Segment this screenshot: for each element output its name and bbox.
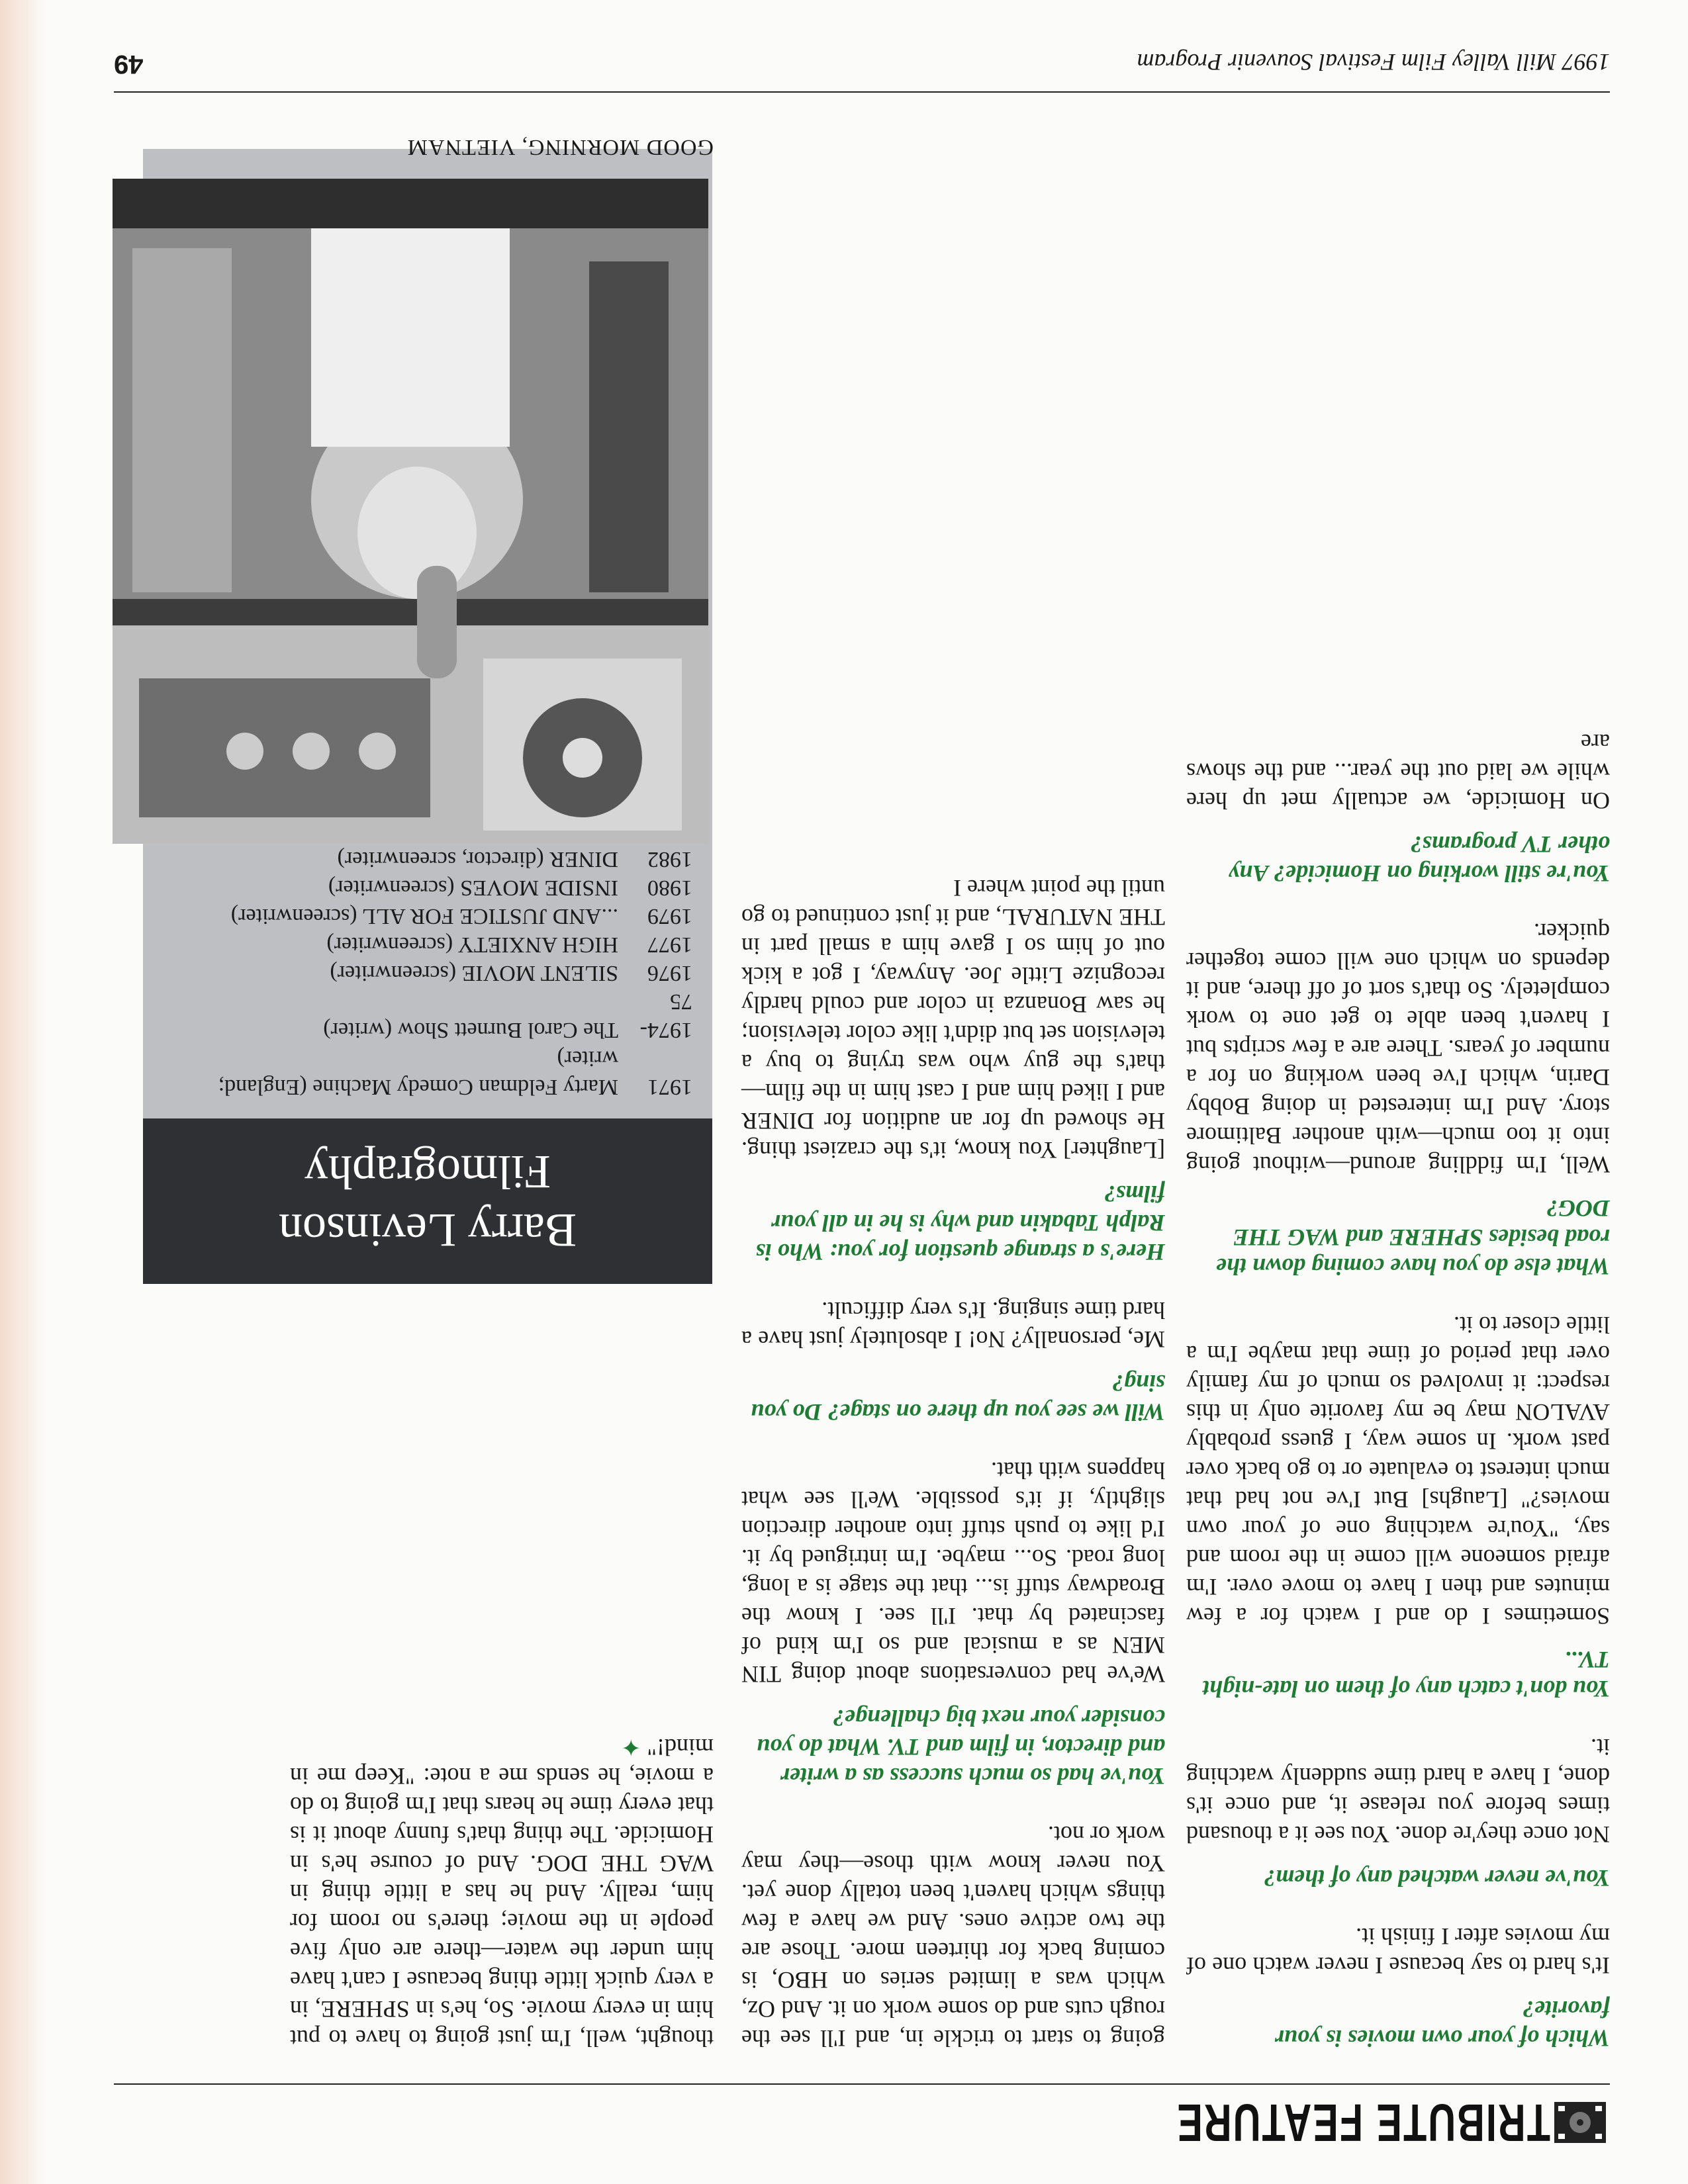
question: You're still working on Homicide? Any other TV programs? (1229, 831, 1610, 887)
filmography-entry (163, 1044, 692, 1101)
answer: going to start to trickle in, and I'll see the rough cuts and do some work on it. And Oz, which was a limited series on HBO, is coming back for thirteen more. Those are the two active ones. And we have a few things which haven't been totally done yet. You never know with those—they may work or not. (741, 1821, 1165, 2052)
answer: [Laughter] You know, it's the craziest thing. He showed up for an audition for DINER and I liked him and I cast him in the film—that's the guy who was trying to buy a television set but didn't like color television; he saw Bonanza in color and could hardly recognize Little Joe. Anyway, I got a kick out of him so I gave him a small part in THE NATURAL, and it just continued to go until the point where I (741, 875, 1165, 1163)
header-rule (114, 2083, 1610, 2085)
footer-rule (114, 91, 1610, 93)
filmography-name: Barry Levinson (279, 1204, 577, 1257)
filmography-title-text: SILENT MOVIE (screenwriter) (330, 961, 618, 985)
filmography-title-text: INSIDE MOVES (screenwriter) (328, 876, 618, 900)
answer: thought, well, I'm just going to have to put him in every movie. So, he's in SPHERE, in a very quick little thing because I can't have him under the water—there are only five people in the movie; there's no room for him, really. And he has a little thing in WAG THE DOG. And of course he's in Homicide. The thing that's funny about it is that every time he hears that I'm going to do a movie, he sends me a note: "Keep me in mind!" (290, 1734, 714, 2052)
answer: Me, personally? No! I absolutely just have a hard time singing. It's very difficult. (741, 1297, 1165, 1353)
section-header (902, 2086, 1610, 2159)
interview-column-3 (290, 1733, 714, 2053)
interview-column-1 (1186, 699, 1610, 2053)
filmography-year: 1982 (647, 847, 692, 872)
filmography-title-text: Marty Feldman Comedy Machine (England; writer) (218, 1046, 618, 1099)
page-number: 49 (114, 50, 144, 79)
filmography-year: 1979 (647, 904, 692, 929)
question: Here's a strange question for you: Who is Ralph Tabakin and why is he in all your films? (755, 1181, 1165, 1265)
question: You've never watched any of them? (1264, 1865, 1610, 1891)
filmography-entry (163, 845, 692, 874)
radio-studio-illustration (113, 179, 708, 844)
end-mark-icon: ✦ (621, 1734, 641, 1760)
section-title: TRIBUTE FEATURE (1176, 2093, 1550, 2152)
answer: It's hard to say because I never watch one of my movies after I finish it. (1186, 1923, 1610, 1979)
photo-caption: GOOD MORNING, VIETNAM (406, 135, 714, 159)
interview-column-2 (741, 844, 1165, 2053)
filmography-title: Filmography (305, 1146, 551, 1199)
question: You've had so much success as a writer and director, in film and TV. What do you consider your next big challenge? (757, 1705, 1165, 1790)
answer: Not once they're done. You see it a thousand times before you release it, and once it's done, I have a hard time suddenly watching it. (1186, 1734, 1610, 1848)
filmography-title-text: ...AND JUSTICE FOR ALL (screenwriter) (230, 904, 618, 929)
filmography-title-text: DINER (director, screenwriter) (337, 847, 618, 872)
publication-name: 1997 Mill Valley Film Festival Souvenir Program (1137, 49, 1610, 75)
question: Will we see you up there on stage? Do you sing? (751, 1370, 1165, 1426)
filmography-year: 1971 (647, 1075, 692, 1099)
filmography-entry (163, 987, 692, 1044)
filmography-year: 1976 (647, 961, 692, 985)
filmography-entry (163, 902, 692, 931)
filmography-year: 1977 (647, 933, 692, 957)
film-reel-icon (1550, 2093, 1610, 2152)
answer: On Homicide, we actually met up here while we laid out the year... and the shows are (1186, 729, 1610, 814)
filmography-year: 1974-75 (639, 989, 692, 1042)
film-still-photo (113, 179, 708, 844)
filmography-entry (163, 959, 692, 987)
filmography-header (143, 1118, 712, 1284)
filmography-year: 1980 (647, 876, 692, 900)
answer: Well, I'm fiddling around—without going into it too much—with another Baltimore story. And I'm interested in doing Bobby Darin, which I've been working on for a number of years. There are a few scripts but I haven't been able to get one to work completely. So that's sort of off there, and it depends on which one will come together quicker. (1186, 919, 1610, 1178)
page-edge (0, 0, 46, 2184)
filmography-title-text: The Carol Burnett Show (writer) (323, 1018, 618, 1042)
question: Which of your own movies is your favorite? (1274, 1996, 1610, 2052)
answer: Sometimes I do and I watch for a few minutes and then I have to move over. I'm afraid someone will come in the room and say, "You're watching one of your own movies?" [Laughs] But I've not had that much interest to evaluate or to go back over past work. In some way, I guess probably AVALON may be my favorite only in this respect: it involved so much of my family over that period of time that maybe I'm a little closer to it. (1186, 1312, 1610, 1629)
question: You don't catch any of them on late-night TV... (1202, 1647, 1610, 1702)
filmography-entry (163, 931, 692, 959)
filmography-entry (163, 874, 692, 902)
question: What else do you have coming down the road besides SPHERE and WAG THE DOG? (1215, 1195, 1610, 1280)
answer: We've had conversations about doing TIN MEN as a musical and so I'm kind of fascinated by that. I'll see. I know the Broadway stuff is... that the stage is a long, long road. So... maybe. I'm intrigued by it. I'd like to push stuff into another direction slightly, if it's possible. We'll see what happens with that. (741, 1457, 1165, 1688)
filmography-title-text: HIGH ANXIETY (screenwriter) (326, 933, 618, 957)
page-footer (114, 43, 1610, 83)
